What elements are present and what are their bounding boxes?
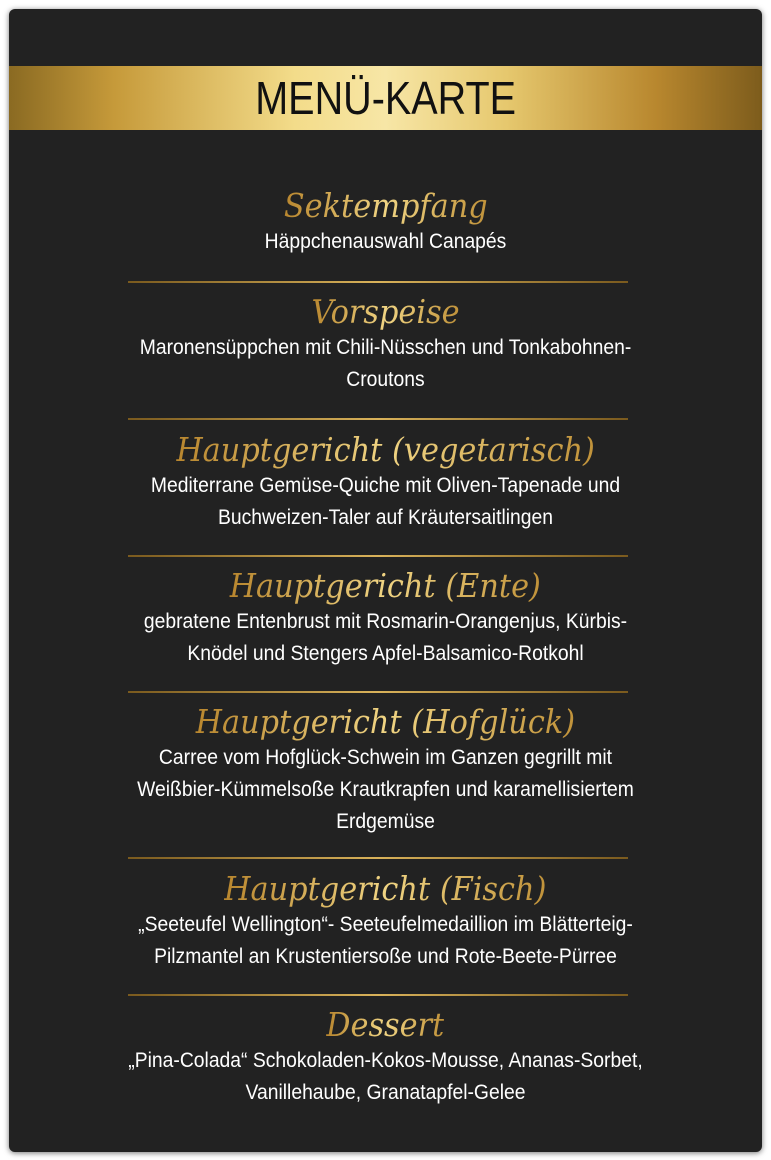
course-sektempfang [9, 186, 762, 258]
divider [128, 281, 628, 283]
course-hauptgericht-fisch [9, 869, 762, 973]
course-hauptgericht-hofglueck [9, 702, 762, 838]
divider [128, 555, 628, 557]
course-description: „Seeteufel Wellington“- Seeteufelmedaillion im Blätterteig- Pilzmantel an Krustentiersoße und Rote-Beete-Pürree [138, 913, 633, 968]
divider [128, 994, 628, 996]
course-description: „Pina-Colada“ Schokoladen-Kokos-Mousse, Ananas-Sorbet, Vanillehaube, Granatapfel-Gelee [128, 1049, 643, 1104]
divider [128, 418, 628, 420]
course-hauptgericht-ente [9, 566, 762, 670]
course-title: Sektempfang [283, 186, 488, 225]
course-title: Hauptgericht (Fisch) [224, 869, 547, 908]
course-title: Dessert [326, 1005, 445, 1044]
menu-card [9, 9, 762, 1152]
course-description: gebratene Entenbrust mit Rosmarin-Orangenjus, Kürbis- Knödel und Stengers Apfel-Balsamico-Rotkohl [143, 610, 628, 665]
course-description: Mediterrane Gemüse-Quiche mit Oliven-Tapenade und Buchweizen-Taler auf Kräutersaitlingen [150, 474, 621, 529]
menu-title: MENÜ-KARTE [255, 72, 516, 124]
divider [128, 857, 628, 859]
course-dessert [9, 1005, 762, 1109]
divider [128, 691, 628, 693]
course-description: Carree vom Hofglück-Schwein im Ganzen gegrillt mit Weißbier-Kümmelsoße Krautkrapfen und karamellisiertem Erdgemüse [137, 746, 634, 833]
course-title: Hauptgericht (Ente) [229, 566, 542, 605]
course-description: Häppchenauswahl Canapés [264, 230, 507, 253]
course-list [9, 9, 762, 1152]
course-title: Vorspeise [311, 292, 460, 331]
course-title: Hauptgericht (Hofglück) [195, 702, 576, 741]
course-description: Maronensüppchen mit Chili-Nüsschen und Tonkabohnen- Croutons [139, 336, 632, 391]
course-hauptgericht-vegetarisch [9, 430, 762, 534]
course-title: Hauptgericht (vegetarisch) [176, 430, 595, 469]
course-vorspeise [9, 292, 762, 396]
